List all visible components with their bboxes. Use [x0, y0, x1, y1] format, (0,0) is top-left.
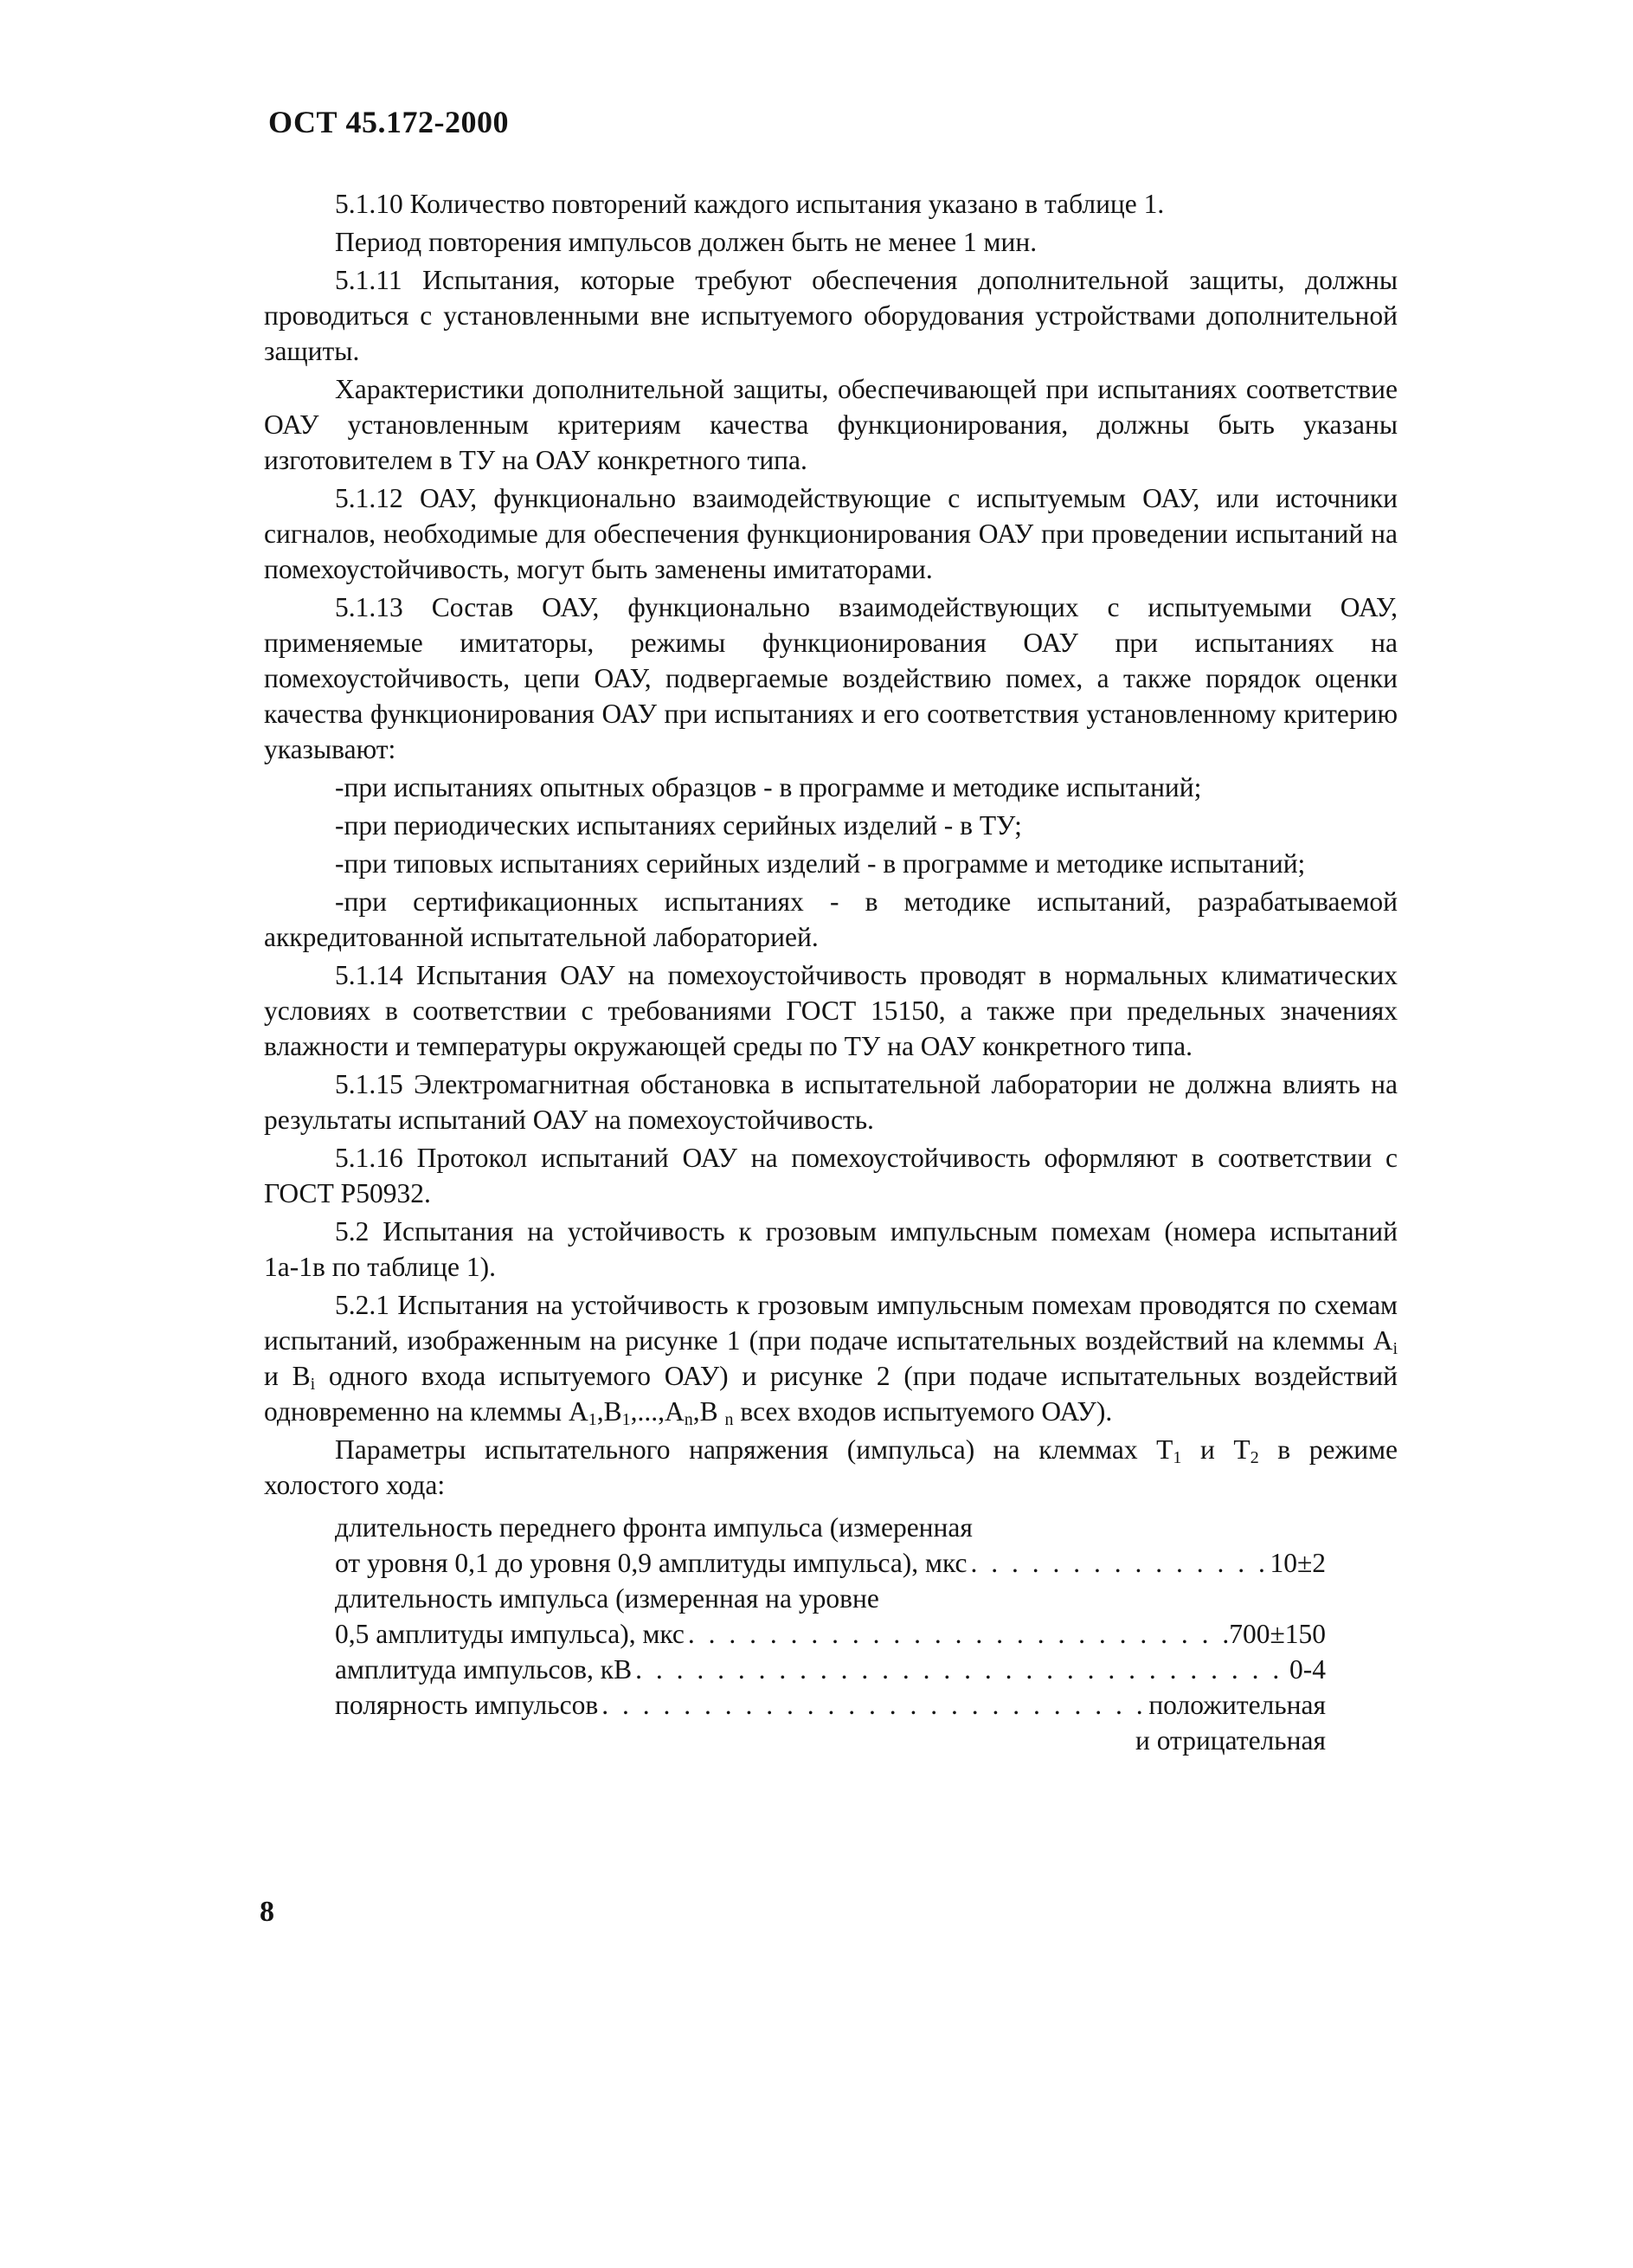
paragraph-params-intro	[264, 1432, 1398, 1503]
param-duration-row	[335, 1616, 1326, 1652]
text-fragment: всех входов испытуемого ОАУ).	[733, 1396, 1113, 1427]
paragraph-5-1-16: 5.1.16 Протокол испытаний ОАУ на помехоустойчивость оформляют в соответствии с ГОСТ Р50932.	[264, 1143, 1398, 1208]
param-rise-time-row	[335, 1545, 1326, 1581]
paragraph-extra-protection: Характеристики дополнительной защиты, обеспечивающей при испытаниях соответствие ОАУ установленным критериям качества функционирования, должны быть указаны изготовителем в ТУ на ОАУ конкретного типа.	[264, 374, 1398, 475]
subscript: n	[724, 1410, 734, 1429]
subscript: 2	[1250, 1448, 1259, 1467]
text-fragment: ,В	[596, 1396, 622, 1427]
param-amplitude-value: 0-4	[1289, 1654, 1326, 1685]
paragraph-5-1-13: 5.1.13 Состав ОАУ, функционально взаимодействующих с испытуемыми ОАУ, применяемые имитаторы, режимы функционирования ОАУ при испытаниях на помехоустойчивость, цепи ОАУ, подвергаемые воздействию помех, а также порядок оценки качества функционирования ОАУ при испытаниях и его соответствия установленному критерию указывают:	[264, 592, 1398, 764]
param-rise-time-value: 10±2	[1270, 1548, 1326, 1578]
document-code-header: ОСТ 45.172-2000	[268, 105, 509, 139]
param-rise-time-label: длительность переднего фронта импульса (измеренная	[335, 1512, 973, 1543]
param-duration-label-cont: 0,5 амплитуды импульса), мкс	[335, 1619, 685, 1649]
leader-dots	[967, 1545, 1270, 1581]
paragraph-repeat-period: Период повторения импульсов должен быть не менее 1 мин.	[335, 227, 1038, 257]
list-item-prototype-tests: -при испытаниях опытных образцов - в программе и методике испытаний;	[335, 772, 1202, 802]
text-fragment: и Т	[1181, 1434, 1250, 1465]
list-item-type-tests: -при типовых испытаниях серийных изделий - в программе и методике испытаний;	[335, 848, 1306, 879]
leader-dots	[685, 1616, 1229, 1652]
param-amplitude-row	[335, 1652, 1326, 1687]
text-fragment: одного входа испытуемого ОАУ) и рисунке 2 (при подаче испытательных воздействий одновременно на клеммы А	[264, 1361, 1398, 1427]
subscript: 1	[1173, 1448, 1182, 1467]
text-fragment: в режиме холостого хода:	[264, 1434, 1398, 1500]
param-polarity-value-cont: и отрицательная	[1135, 1725, 1326, 1756]
leader-dots	[632, 1652, 1289, 1687]
param-duration-value: 700±150	[1229, 1619, 1326, 1649]
paragraph-5-1-10: 5.1.10 Количество повторений каждого испытания указано в таблице 1.	[335, 189, 1165, 219]
text-fragment: ,В	[692, 1396, 725, 1427]
paragraph-5-1-14: 5.1.14 Испытания ОАУ на помехоустойчивость проводят в нормальных климатических условиях в соответствии с требованиями ГОСТ 15150, а также при предельных значениях влажности и температуры окружающей среды по ТУ на ОАУ конкретного типа.	[264, 960, 1398, 1061]
param-polarity-label: полярность импульсов	[335, 1690, 599, 1720]
param-rise-time-label-cont: от уровня 0,1 до уровня 0,9 амплитуды импульса), мкс	[335, 1548, 968, 1578]
param-polarity-value: положительная	[1148, 1690, 1326, 1720]
subscript: n	[684, 1410, 693, 1429]
subscript: i	[310, 1375, 316, 1394]
text-fragment: ,...,А	[630, 1396, 685, 1427]
text-fragment: Параметры испытательного напряжения (импульса) на клеммах Т	[335, 1434, 1173, 1465]
parameters-list	[335, 1510, 1326, 1758]
paragraph-5-1-15: 5.1.15 Электромагнитная обстановка в испытательной лаборатории не должна влиять на результаты испытаний ОАУ на помехоустойчивость.	[264, 1069, 1398, 1135]
paragraph-5-2-1	[264, 1287, 1398, 1429]
subscript: i	[1392, 1339, 1398, 1358]
param-amplitude-label: амплитуда импульсов, кВ	[335, 1654, 633, 1685]
page-number: 8	[260, 1896, 274, 1928]
paragraph-5-1-11: 5.1.11 Испытания, которые требуют обеспечения дополнительной защиты, должны проводиться с установленными вне испытуемого оборудования устройствами дополнительной защиты.	[264, 265, 1398, 366]
param-duration-label: длительность импульса (измеренная на уровне	[335, 1583, 879, 1614]
document-body	[264, 186, 1398, 1758]
subscript: 1	[588, 1410, 597, 1429]
text-fragment: 5.2.1 Испытания на устойчивость к грозовым импульсным помехам проводятся по схемам испытаний, изображенным на рисунке 1 (при подаче испытательных воздействий на клеммы А	[264, 1290, 1398, 1356]
param-polarity-row	[335, 1687, 1326, 1723]
list-item-periodic-tests: -при периодических испытаниях серийных изделий - в ТУ;	[335, 810, 1022, 841]
text-fragment: и В	[264, 1361, 311, 1391]
leader-dots	[598, 1687, 1148, 1723]
subscript: 1	[621, 1410, 631, 1429]
list-item-certification-tests: -при сертификационных испытаниях - в методике испытаний, разрабатываемой аккредитованной испытательной лабораторией.	[264, 886, 1398, 952]
paragraph-5-1-12: 5.1.12 ОАУ, функционально взаимодействующие с испытуемым ОАУ, или источники сигналов, необходимые для обеспечения функционирования ОАУ при проведении испытаний на помехоустойчивость, могут быть заменены имитаторами.	[264, 483, 1398, 584]
paragraph-5-2: 5.2 Испытания на устойчивость к грозовым импульсным помехам (номера испытаний 1а-1в по таблице 1).	[264, 1216, 1398, 1282]
